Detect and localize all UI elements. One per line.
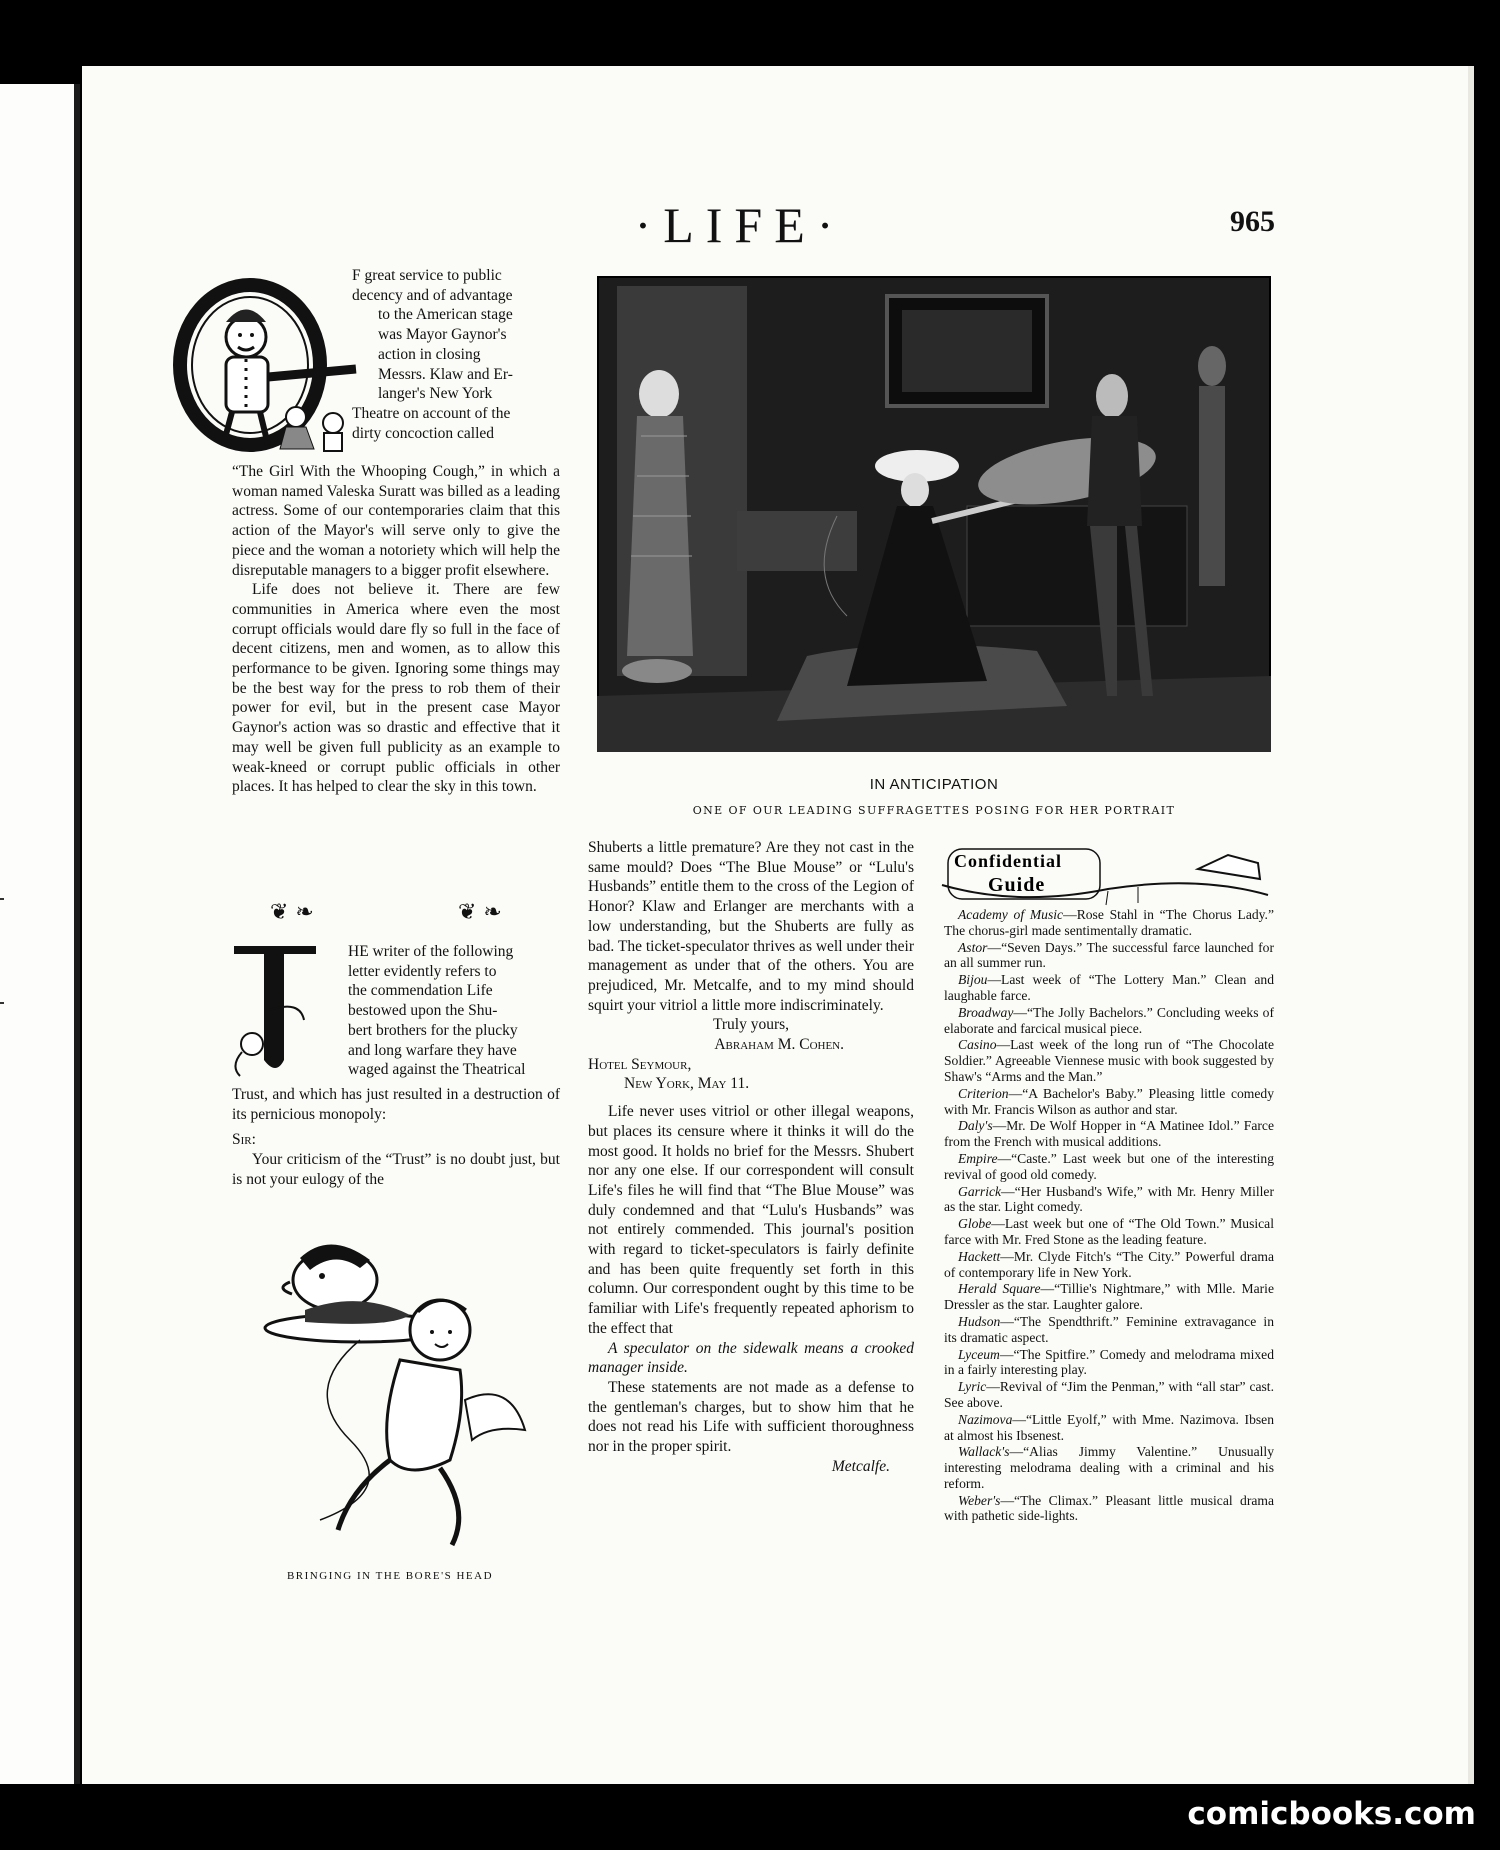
letter-continuation: Shuberts a little premature? Are they not cast in the same mould? Does “The Blue Mouse” or “Lulu's Husbands” entitle them to the cross of the Legion of Honor? Klaw and Erlanger are merchants with a low understanding, but the Shuberts are fully as bad. The ticket-speculator thrives as well under their management as under that of the others. You are prejudiced, Mr. Metcalfe, and to my mind should squirt your vitriol a little more indiscriminately. [588, 839, 914, 1014]
margin-mark [0, 1002, 4, 1004]
guide-entry [944, 1249, 1274, 1281]
guide-entry [944, 1037, 1274, 1084]
guide-entry-venue: Academy of Music [958, 907, 1064, 922]
guide-banner-line2: Guide [988, 874, 1046, 896]
guide-entry [944, 1118, 1274, 1150]
article1-line: to the American stage [378, 306, 513, 324]
guide-entry-text: —Revival of “Jim the Penman,” with “all star” cast. See above. [944, 1379, 1274, 1410]
guide-entry-text: —Mr. Clyde Fitch's “The City.” Powerful drama of contemporary life in New York. [944, 1248, 1274, 1280]
guide-entry [944, 972, 1274, 1004]
letter-signer: Abraham M. Cohen. [714, 1036, 844, 1054]
confidential-guide-list [944, 907, 1274, 1525]
guide-entry-venue: Bijou [958, 972, 988, 988]
watermark: comicbooks.com [1187, 1796, 1476, 1832]
page-gutter [74, 84, 80, 1784]
guide-entry-venue: Hackett [958, 1248, 1001, 1264]
guide-entry [944, 1444, 1274, 1491]
confidential-guide-banner [938, 845, 1271, 911]
article1-line: Messrs. Klaw and Er- [378, 365, 513, 383]
article2-line: and long warfare they have [348, 1041, 517, 1059]
guide-entry [944, 1412, 1274, 1444]
guide-entry-text: —Last week of “The Lottery Man.” Clean and laughable farce. [944, 972, 1274, 1003]
guide-banner-line1: Confidential [954, 851, 1063, 871]
guide-entry [944, 1493, 1274, 1525]
guide-entry-text: —Last week of the long run of “The Chocolate Soldier.” Agreeable Viennese music with book suggested by Shaw's “Arms and the Man.” [944, 1037, 1274, 1084]
guide-entry [944, 1005, 1274, 1037]
guide-entry [944, 1151, 1274, 1183]
drop-cap-o-policeman-illustration [168, 277, 358, 457]
letter-and-reply [588, 838, 914, 1477]
page-number: 965 [1230, 205, 1275, 238]
suffragette-portrait-illustration [597, 276, 1271, 752]
article1-line: decency and of advantage [352, 286, 513, 304]
guide-entry-venue: Nazimova [958, 1411, 1013, 1427]
page-edge [1468, 66, 1474, 1784]
article1-line: F great service to public [352, 267, 502, 284]
guide-entry-text: —“Tillie's Nightmare,” with Mlle. Marie Dressler as the star. Laughter galore. [944, 1281, 1274, 1313]
letter-closing: Truly yours, [712, 1016, 790, 1034]
cartoon-caption: BRINGING IN THE BORE'S HEAD [286, 1570, 494, 1582]
guide-entry-venue: Hudson [958, 1313, 1001, 1329]
editor-signature: Metcalfe. [831, 1457, 890, 1475]
editor-reply: Life never uses vitriol or other illegal weapons, but places its censure where it thinks it will do the most good. It holds no brief for the Messrs. Shubert nor any one else. If our correspondent will consult Life's files he will find that “The Blue Mouse” was duly condemned and that “Lulu's Husbands” was not entirely commended. This journal's position with regard to ticket-speculators is fairly definite and has been quite frequently set forth in this column. Our correspondent ought by this time to be familiar with Life's frequently repeated aphorism to the effect that [588, 1103, 914, 1337]
article2-line: the commendation Life [348, 982, 493, 1000]
article2-line: waged against the Theatrical [348, 1061, 526, 1079]
guide-entry [944, 1086, 1274, 1118]
guide-entry-text: —“The Spitfire.” Comedy and melodrama mixed in a fairly interesting play. [944, 1346, 1274, 1378]
margin-mark [0, 898, 4, 900]
guide-entry-text: —“A Bachelor's Baby.” Pleasing little comedy with Mr. Francis Wilson as author and star. [944, 1085, 1274, 1117]
article2-line: bestowed upon the Shu- [348, 1002, 498, 1020]
guide-entry [944, 1184, 1274, 1216]
article2-line: HE writer of the following [348, 943, 514, 960]
guide-entry [944, 940, 1274, 972]
guide-entry-text: —“The Jolly Bachelors.” Concluding weeks of elaborate and farcical musical piece. [944, 1004, 1274, 1036]
guide-entry-venue: Astor [958, 939, 988, 955]
guide-entry-venue: Lyric [958, 1379, 987, 1395]
article2-line: bert brothers for the plucky [348, 1021, 518, 1039]
article1-para1-rest: “The Girl With the Whooping Cough,” in which a woman named Valeska Suratt was billed as a leading actress. Some of our contemporaries claim that this action of the Mayor's will serve only to give the piece and the woman a notoriety which will help the disreputable managers to a bigger profit elsewhere. [232, 463, 560, 579]
guide-entry-venue: Garrick [958, 1183, 1002, 1199]
section-divider-ornament: ❦ ❧ [270, 900, 314, 925]
article2-line: letter evidently refers to [348, 962, 497, 980]
illustration-title: IN ANTICIPATION [869, 776, 999, 793]
letter-address-line: New York, May 11. [624, 1075, 750, 1093]
article1-opening-lines [352, 266, 560, 443]
article1-line: dirty concoction called [352, 424, 495, 442]
guide-entry-text: —“Alias Jimmy Valentine.” Unusually interesting melodrama dealing with a criminal and his reform. [944, 1444, 1274, 1491]
guide-entry [944, 1347, 1274, 1379]
article1-body [232, 462, 560, 797]
guide-entry-text: —“The Spendthrift.” Feminine extravagance in its dramatic aspect. [944, 1313, 1274, 1345]
guide-entry-text: —Rose Stahl in “The Chorus Lady.” The chorus-girl made sentimentally dramatic. [944, 907, 1274, 938]
guide-entry [944, 907, 1274, 939]
guide-entry-text: —“Her Husband's Wife,” with Mr. Henry Miller as the star. Light comedy. [944, 1183, 1274, 1215]
editor-reply-conclusion: These statements are not made as a defense to the gentleman's charges, but to show him that he does not read his Life with sufficient thoroughness nor in the proper spirit. [588, 1378, 914, 1456]
guide-entry-venue: Globe [958, 1216, 992, 1232]
guide-entry [944, 1314, 1274, 1346]
letter-address-line: Hotel Seymour, [588, 1055, 692, 1073]
article2-opening-lines [348, 942, 560, 1080]
letter-salutation: Sir: [232, 1131, 256, 1149]
article1-para2: Life does not believe it. There are few communities in America where even the most corrupt officials would dare fly so full in the face of decent citizens, men and women, as to allow this performance to be given. Ignoring some things may be the best way for the press to rob them of their power for evil, but in the present case Mayor Gaynor's action was so drastic and effective that it may well be given full publicity as an example to weak-kneed or corrupt public officials in other places. It has helped to clear the sky in this town. [232, 581, 560, 796]
article1-line: langer's New York [378, 385, 493, 403]
guide-entry-text: —“Caste.” Last week but one of the interesting revival of good old comedy. [944, 1150, 1274, 1182]
guide-entry-text: —Last week but one of “The Old Town.” Musical farce with Mr. Fred Stone as the leading feature. [944, 1216, 1274, 1247]
drop-cap-t-illustration [230, 940, 320, 1080]
guide-entry [944, 1379, 1274, 1411]
article1-line: was Mayor Gaynor's [378, 326, 507, 344]
guide-entry-venue: Wallack's [958, 1444, 1010, 1460]
masthead-title: ·LIFE· [634, 197, 846, 253]
guide-entry-venue: Weber's [958, 1492, 1001, 1508]
cupid-carrying-bores-head-cartoon [240, 1210, 540, 1555]
article2-para-rest: Trust, and which has just resulted in a destruction of its pernicious monopoly: [232, 1086, 560, 1123]
guide-entry-text: —“Seven Days.” The successful farce launched for an all summer run. [944, 939, 1274, 971]
guide-entry-venue: Daly's [958, 1118, 993, 1134]
guide-entry-text: —Mr. De Wolf Hopper in “A Matinee Idol.” Farce from the French with musical additions. [944, 1118, 1274, 1150]
section-divider-ornament: ❦ ❧ [458, 900, 502, 925]
guide-entry-venue: Herald Square [958, 1281, 1041, 1297]
guide-entry-venue: Criterion [958, 1085, 1009, 1101]
aphorism: A speculator on the sidewalk means a crooked manager inside. [588, 1339, 914, 1377]
guide-entry [944, 1281, 1274, 1313]
illustration-caption: ONE OF OUR LEADING SUFFRAGETTES POSING FOR HER PORTRAIT [692, 804, 1176, 817]
letter-start: Your criticism of the “Trust” is no doubt just, but is not your eulogy of the [232, 1151, 560, 1188]
guide-entry-text: —“The Climax.” Pleasant little musical drama with pathetic side-lights. [944, 1492, 1274, 1524]
guide-entry-text: —“Little Eyolf,” with Mme. Nazimova. Ibsen at almost his Ibsenest. [944, 1411, 1274, 1443]
guide-entry-venue: Lyceum [958, 1346, 1000, 1362]
article1-line: action in closing [378, 345, 481, 363]
guide-entry-venue: Broadway [958, 1004, 1014, 1020]
guide-entry [944, 1216, 1274, 1248]
guide-entry-venue: Casino [958, 1037, 997, 1053]
article2-body [232, 1085, 560, 1190]
facing-page-edge [0, 84, 78, 1784]
guide-entry-venue: Empire [958, 1150, 998, 1166]
article1-line: Theatre on account of the [352, 404, 511, 422]
